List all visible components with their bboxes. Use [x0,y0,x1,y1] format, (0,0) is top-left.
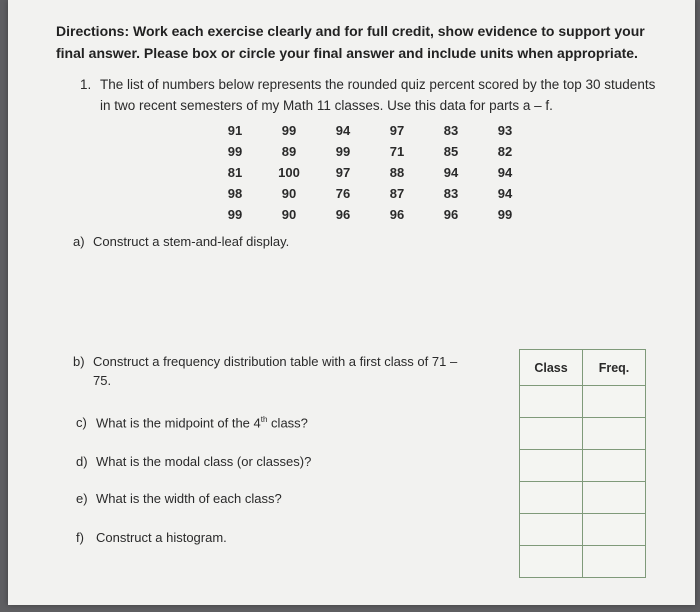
data-cell: 83 [443,186,459,201]
data-cell: 90 [281,186,297,201]
freq-header-class: Class [520,350,583,386]
part-a [73,232,289,251]
part-label: a) [73,234,85,249]
data-cell: 96 [389,207,405,222]
freq-row [520,418,646,450]
data-cell: 87 [389,186,405,201]
data-cell: 99 [335,144,351,159]
freq-class-cell[interactable] [520,386,583,418]
freq-row [520,514,646,546]
data-cell: 94 [335,123,351,138]
freq-row [520,386,646,418]
part-text-post: class? [267,415,308,431]
freq-row [520,546,646,578]
question-text: The list of numbers below represents the rounded quiz percent scored by the top 30 students in two recent semesters of my Math 11 classes. Use this data for parts a – f. [100,77,656,113]
data-row [208,204,532,225]
freq-count-cell[interactable] [583,482,646,514]
data-cell: 99 [227,207,243,222]
part-text-sup: th [260,415,268,424]
data-cell: 71 [389,144,405,159]
data-table [208,120,532,225]
data-row [208,120,532,141]
part-d [76,452,311,471]
part-label: b) [73,354,85,369]
part-label: e) [76,491,88,506]
data-cell: 98 [227,186,243,201]
freq-class-cell[interactable] [520,418,583,450]
data-cell: 99 [227,144,243,159]
question-number: 1. [80,77,92,92]
data-cell: 94 [497,165,513,180]
data-cell: 89 [281,144,297,159]
data-cell: 99 [497,207,513,222]
data-cell: 99 [281,123,297,138]
part-c [76,410,308,432]
frequency-table [519,349,646,578]
freq-count-cell[interactable] [583,386,646,418]
freq-class-cell[interactable] [520,450,583,482]
freq-count-cell[interactable] [583,450,646,482]
part-text-pre: What is the midpoint of the 4 [96,415,261,431]
part-b [73,352,473,390]
data-cell: 94 [443,165,459,180]
data-cell: 97 [389,123,405,138]
worksheet-page [8,0,695,605]
data-row [208,141,532,162]
directions: Directions: Work each exercise clearly and for full credit, show evidence to support your final answer. Please box or circle your final answer and include units when appropriate. [56,23,645,61]
data-cell: 81 [227,165,243,180]
data-cell: 88 [389,165,405,180]
data-cell: 94 [497,186,513,201]
part-text: Construct a stem-and-leaf display. [93,234,290,249]
data-cell: 96 [443,207,459,222]
data-cell: 96 [335,207,351,222]
freq-count-cell[interactable] [583,514,646,546]
part-label: f) [76,530,84,545]
data-cell: 82 [497,144,513,159]
part-e [76,489,282,508]
freq-class-cell[interactable] [520,482,583,514]
freq-class-cell[interactable] [520,546,583,578]
data-row [208,183,532,204]
data-cell: 83 [443,123,459,138]
data-cell: 90 [281,207,297,222]
part-f [76,528,227,547]
freq-count-cell[interactable] [583,546,646,578]
part-label: c) [76,415,87,431]
data-cell: 97 [335,165,351,180]
part-text: Construct a frequency distribution table with a first class of 71 – 75. [93,354,458,388]
freq-class-cell[interactable] [520,514,583,546]
data-cell: 85 [443,144,459,159]
data-cell: 93 [497,123,513,138]
part-text: What is the modal class (or classes)? [96,454,312,469]
data-cell: 76 [335,186,351,201]
data-cell: 91 [227,123,243,138]
freq-row [520,482,646,514]
freq-row [520,450,646,482]
part-text: What is the width of each class? [96,491,282,506]
freq-header-freq: Freq. [583,350,646,386]
freq-count-cell[interactable] [583,418,646,450]
data-row [208,162,532,183]
part-text: Construct a histogram. [96,530,227,545]
data-cell: 100 [278,165,300,180]
part-label: d) [76,454,88,469]
